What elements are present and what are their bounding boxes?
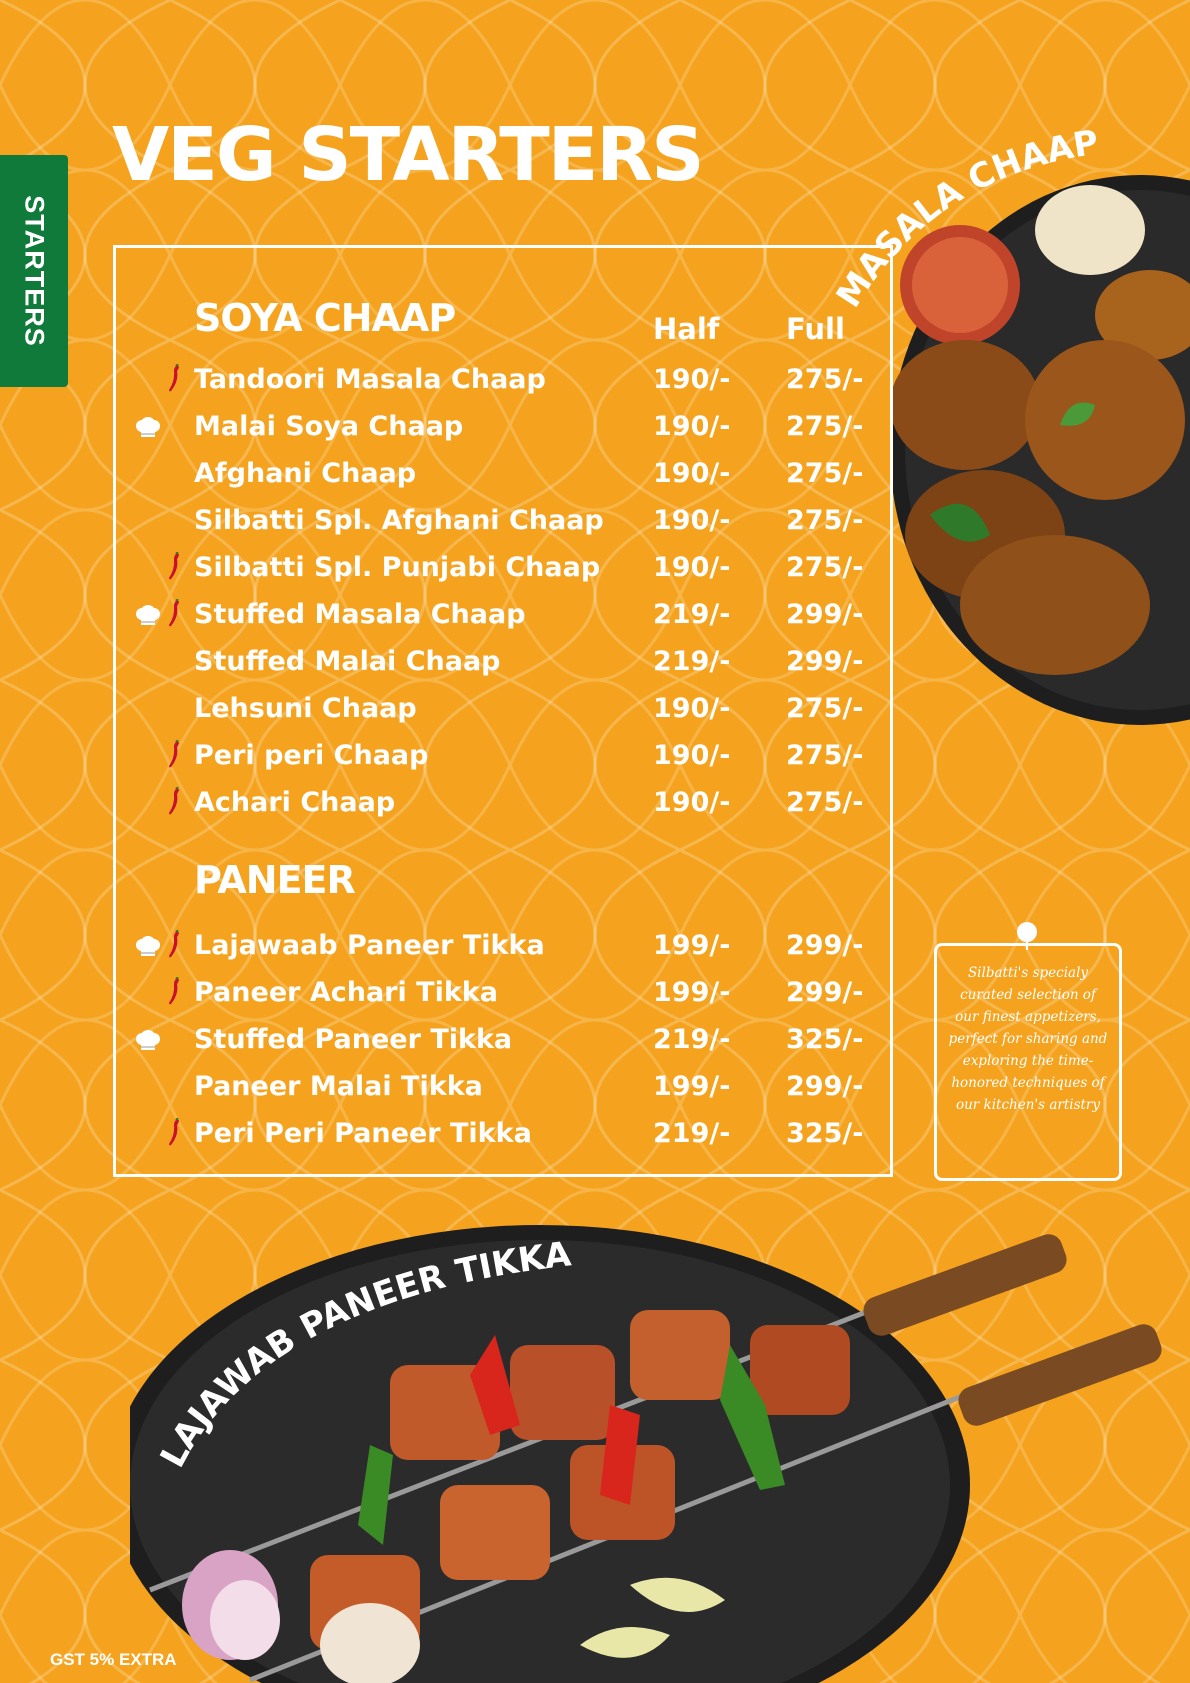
item-name: Peri peri Chaap <box>194 740 429 771</box>
item-price-full: 299/- <box>786 977 864 1008</box>
masala-chaap-label: MASALA CHAAP <box>828 122 1102 315</box>
item-price-full: 299/- <box>786 930 864 961</box>
paneer-tikka-label: LAJAWAB PANEER TIKKA <box>152 1234 574 1475</box>
item-icons <box>136 1024 191 1054</box>
item-name: Silbatti Spl. Punjabi Chaap <box>194 552 601 583</box>
item-price-half: 190/- <box>653 458 731 489</box>
item-icons <box>136 458 191 488</box>
item-name: Stuffed Paneer Tikka <box>194 1024 513 1055</box>
menu-item[interactable] <box>116 405 890 452</box>
item-icons <box>136 930 191 960</box>
chef-hat-icon <box>136 1028 160 1050</box>
item-price-full: 275/- <box>786 740 864 771</box>
item-price-full: 275/- <box>786 552 864 583</box>
item-price-full: 325/- <box>786 1024 864 1055</box>
item-name: Paneer Malai Tikka <box>194 1071 483 1102</box>
item-icons <box>136 646 191 676</box>
menu-item[interactable] <box>116 593 890 640</box>
item-price-half: 190/- <box>653 411 731 442</box>
paneer-tikka-label-svg <box>152 1230 720 1480</box>
chili-icon <box>168 552 182 582</box>
item-price-full: 299/- <box>786 599 864 630</box>
item-name: Lehsuni Chaap <box>194 693 417 724</box>
page-title: VEG STARTERS <box>112 112 703 198</box>
menu-item[interactable] <box>116 971 890 1018</box>
item-name: Paneer Achari Tikka <box>194 977 498 1008</box>
section-title-paneer: PANEER <box>194 858 355 902</box>
item-name: Tandoori Masala Chaap <box>194 364 546 395</box>
menu-item[interactable] <box>116 1112 890 1159</box>
section-title-soya-chaap: SOYA CHAAP <box>194 296 456 340</box>
item-price-half: 190/- <box>653 787 731 818</box>
item-name: Achari Chaap <box>194 787 396 818</box>
menu-item[interactable] <box>116 1018 890 1065</box>
chili-icon <box>168 787 182 817</box>
chili-icon <box>168 740 182 770</box>
item-price-half: 219/- <box>653 646 731 677</box>
item-price-half: 190/- <box>653 364 731 395</box>
paneer-list <box>116 924 890 1159</box>
menu-item[interactable] <box>116 1065 890 1112</box>
item-price-full: 275/- <box>786 364 864 395</box>
item-price-full: 299/- <box>786 1071 864 1102</box>
item-icons <box>136 505 191 535</box>
item-price-half: 190/- <box>653 693 731 724</box>
item-name: Stuffed Malai Chaap <box>194 646 501 677</box>
item-icons <box>136 552 191 582</box>
menu-item[interactable] <box>116 499 890 546</box>
item-price-full: 275/- <box>786 787 864 818</box>
item-price-full: 275/- <box>786 458 864 489</box>
item-price-full: 275/- <box>786 411 864 442</box>
item-name: Stuffed Masala Chaap <box>194 599 526 630</box>
item-price-half: 219/- <box>653 599 731 630</box>
item-icons <box>136 740 191 770</box>
item-price-half: 199/- <box>653 1071 731 1102</box>
pin-string <box>1026 940 1028 950</box>
menu-item[interactable] <box>116 781 890 828</box>
item-name: Afghani Chaap <box>194 458 417 489</box>
item-price-half: 190/- <box>653 552 731 583</box>
item-icons <box>136 599 191 629</box>
item-price-half: 190/- <box>653 505 731 536</box>
item-name: Peri Peri Paneer Tikka <box>194 1118 532 1149</box>
soya-chaap-list <box>116 358 890 828</box>
menu-item[interactable] <box>116 640 890 687</box>
item-icons <box>136 787 191 817</box>
item-name: Lajawaab Paneer Tikka <box>194 930 545 961</box>
menu-item[interactable] <box>116 734 890 781</box>
svg-text:LAJAWAB PANEER TIKKA <box>153 1234 574 1474</box>
item-icons <box>136 411 191 441</box>
item-price-half: 199/- <box>653 930 731 961</box>
menu-item[interactable] <box>116 358 890 405</box>
column-head-half: Half <box>653 312 720 346</box>
section-tab-label: STARTERS <box>19 195 50 347</box>
item-price-full: 299/- <box>786 646 864 677</box>
item-icons <box>136 977 191 1007</box>
chili-icon <box>168 930 182 960</box>
menu-item[interactable] <box>116 546 890 593</box>
item-icons <box>136 1118 191 1148</box>
pin-icon <box>1017 922 1037 942</box>
item-price-half: 219/- <box>653 1118 731 1149</box>
item-name: Malai Soya Chaap <box>194 411 464 442</box>
item-price-full: 275/- <box>786 505 864 536</box>
item-name: Silbatti Spl. Afghani Chaap <box>194 505 604 536</box>
menu-item[interactable] <box>116 452 890 499</box>
item-icons <box>136 693 191 723</box>
section-tab-starters[interactable] <box>0 155 68 387</box>
menu-item[interactable] <box>116 924 890 971</box>
gst-note: GST 5% EXTRA <box>50 1650 177 1669</box>
chili-icon <box>168 364 182 394</box>
item-price-full: 325/- <box>786 1118 864 1149</box>
info-card <box>934 943 1122 1181</box>
chef-hat-icon <box>136 603 160 625</box>
item-price-half: 190/- <box>653 740 731 771</box>
chef-hat-icon <box>136 934 160 956</box>
chef-hat-icon <box>136 415 160 437</box>
chili-icon <box>168 599 182 629</box>
chili-icon <box>168 977 182 1007</box>
column-head-full: Full <box>786 312 845 346</box>
chili-icon <box>168 1118 182 1148</box>
item-price-half: 199/- <box>653 977 731 1008</box>
menu-box <box>113 245 893 1177</box>
item-icons <box>136 1071 191 1101</box>
info-card-text: Silbatti's specialy curated selection of our finest appetizers, perfect for sharing and exploring the time-honored techniques of our kitchen's artistry <box>948 965 1108 1113</box>
menu-item[interactable] <box>116 687 890 734</box>
item-price-full: 275/- <box>786 693 864 724</box>
item-price-half: 219/- <box>653 1024 731 1055</box>
item-icons <box>136 364 191 394</box>
